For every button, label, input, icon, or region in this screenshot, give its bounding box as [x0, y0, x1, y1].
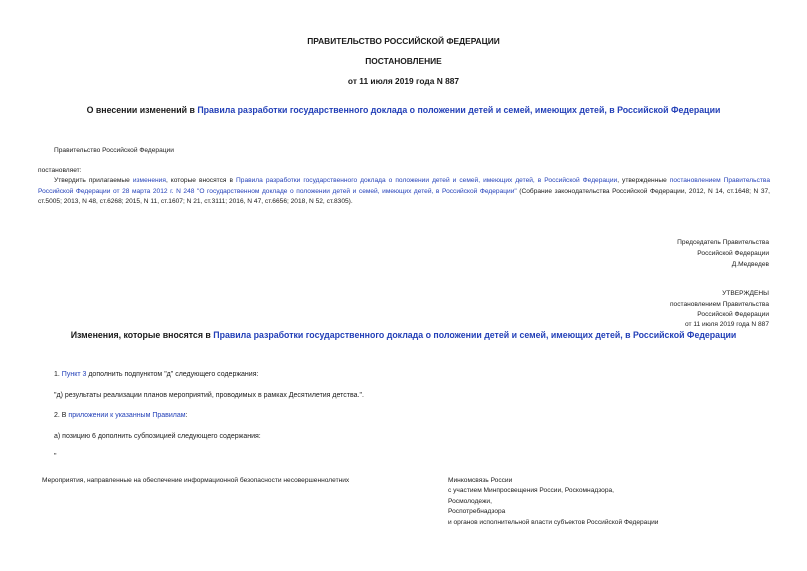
item-2-number: 2. В: [54, 412, 69, 419]
responsible-line: и органов исполнительной власти субъектов Российской Федерации: [448, 518, 659, 526]
responsible-line: Минкомсвязь России: [448, 477, 513, 484]
approved-line: Российской Федерации: [697, 311, 769, 318]
resolution-link[interactable]: постановлением Правительства Российской Федерации от 28 марта 2012 г. N 248 "О государственном докладе о положении детей и семей, имеющих детей, в Российской Федерации": [38, 177, 770, 195]
table-cell-measure: Мероприятия, направленные на обеспечение информационной безопасности несовершеннолетних: [42, 477, 350, 484]
paragraph-text: Утвердить прилагаемые: [54, 177, 133, 184]
government-heading: ПРАВИТЕЛЬСТВО РОССИЙСКОЙ ФЕДЕРАЦИИ: [307, 36, 500, 46]
document-type: ПОСТАНОВЛЕНИЕ: [365, 56, 442, 66]
responsible-line: с участием Минпросвещения России, Роскомнадзора,: [448, 487, 614, 495]
approved-heading: УТВЕРЖДЕНЫ: [722, 290, 769, 297]
changes-title: [0, 330, 807, 340]
signature-position: Председатель Правительства: [677, 239, 769, 246]
paragraph-text: , которые вносятся в: [165, 177, 237, 184]
paragraph-text: , утвержденные: [617, 177, 670, 184]
opening-quote: ": [54, 453, 57, 460]
title-prefix: О внесении изменений в: [86, 105, 198, 115]
rules-link[interactable]: Правила разработки государственного доклада о положении детей и семей, имеющих детей, в Российской Федерации: [236, 177, 618, 184]
signature-country: Российской Федерации: [697, 250, 769, 257]
responsible-line: Роспотребнадзора: [448, 508, 506, 516]
item-1-quote: "д) результаты реализации планов мероприятий, проводимых в рамках Десятилетия детства.".: [54, 392, 364, 399]
changes-title-prefix: Изменения, которые вносятся в: [70, 330, 214, 340]
document-title: [0, 105, 807, 115]
approved-line: постановлением Правительства: [669, 301, 769, 308]
item-2: [54, 412, 188, 419]
clause-3-link[interactable]: Пункт 3: [61, 371, 87, 378]
appendix-link[interactable]: приложении к указанным Правилам: [68, 412, 186, 419]
decree-text: постановляет:: [38, 167, 82, 174]
changes-link[interactable]: изменения: [132, 177, 166, 184]
signature-name: Д.Медведев: [731, 261, 769, 268]
issuer-text: Правительство Российской Федерации: [54, 147, 174, 154]
main-paragraph: [38, 176, 770, 208]
item-1: [54, 371, 258, 378]
rules-link[interactable]: Правила разработки государственного доклада о положении детей и семей, имеющих детей, в Российской Федерации: [213, 330, 737, 340]
approved-date: от 11 июля 2019 года N 887: [684, 321, 769, 328]
item-1-number: 1.: [54, 371, 62, 378]
rules-link[interactable]: Правила разработки государственного доклада о положении детей и семей, имеющих детей, в Российской Федерации: [197, 105, 721, 115]
item-2a: а) позицию 6 дополнить субпозицией следующего содержания:: [54, 433, 261, 440]
table-cell-responsible: [448, 476, 658, 528]
item-1-text: дополнить подпунктом "д" следующего содержания:: [86, 371, 259, 378]
document-date-number: от 11 июля 2019 года N 887: [347, 76, 460, 86]
item-2-colon: :: [185, 412, 188, 419]
responsible-line: Росмолодежи,: [448, 497, 492, 505]
paragraph-text: (Собрание законодательства Российской Федерации, 2012, N 14, ст.1648; N 37, ст.5005; 2013, N 48, ст.6268; 2015, N 11, ст.1607; N 21, ст.3111; 2016, N 47, ст.6656; 2018, N 52, ст.8305).: [38, 187, 770, 206]
